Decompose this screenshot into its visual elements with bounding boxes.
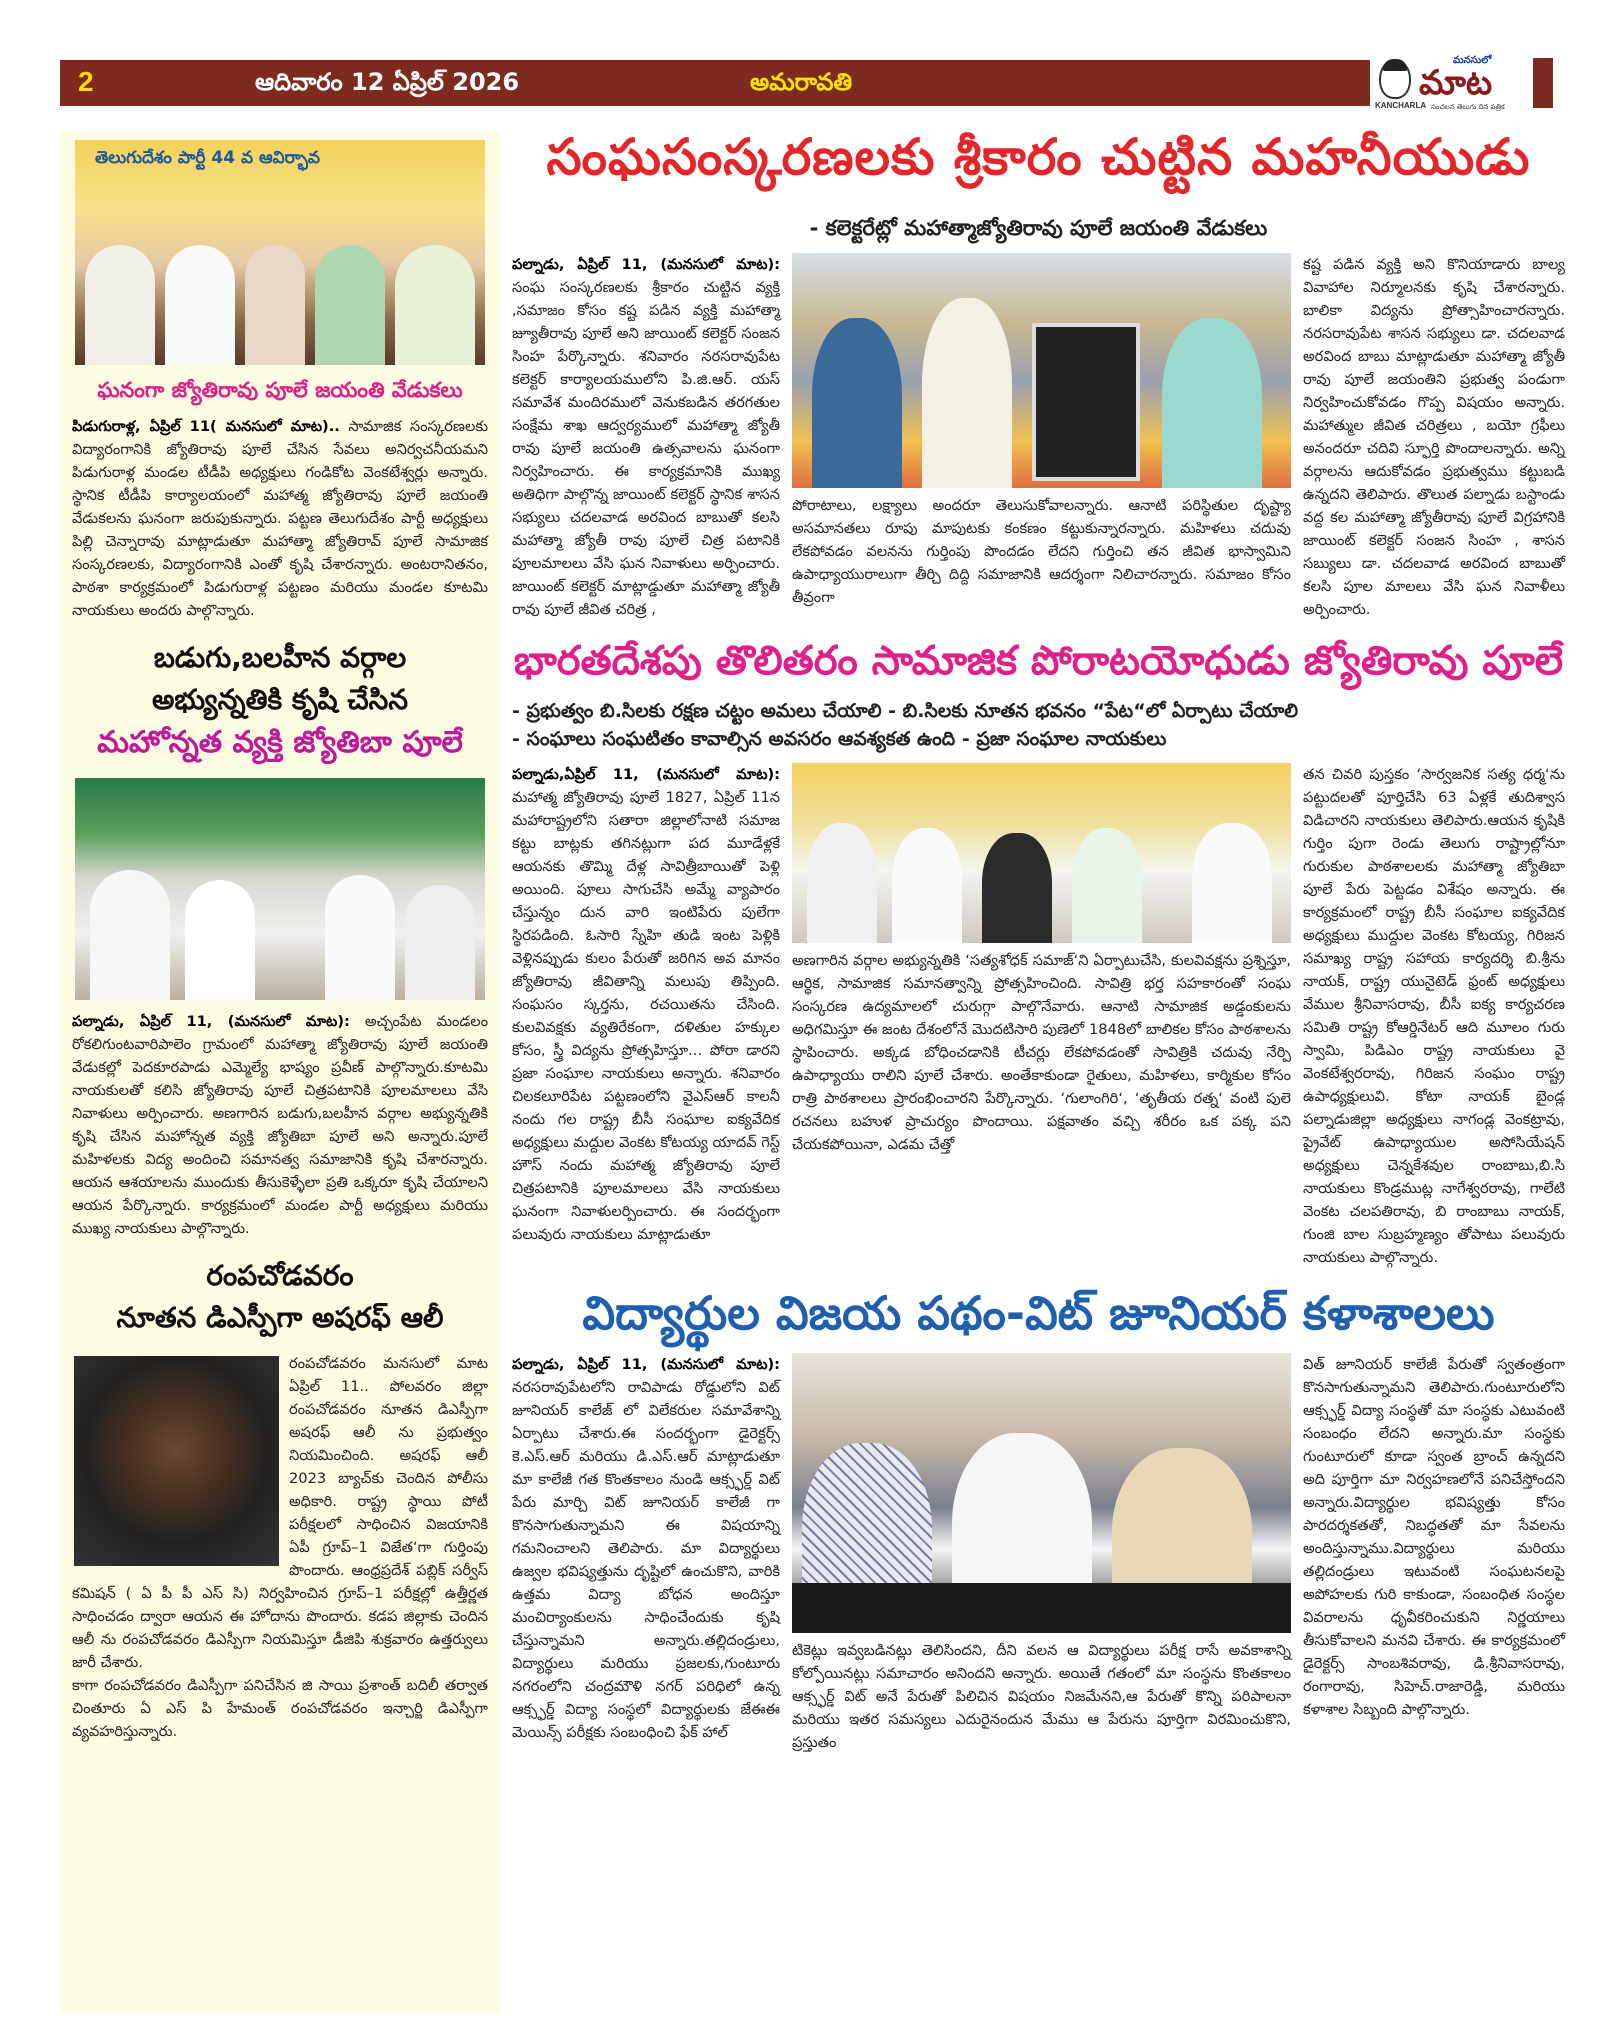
sidebar-headline-2c: మహోన్నత వ్యక్తి జ్యోతిబా పూలే: [97, 725, 463, 760]
article-1-col-3: కష్ట పడిన వ్యక్తి అని కొనియాడారు బాల్య వివాహాల నిర్మూలనకు కృషి చేశారన్నారు. బాలికా విద్యను ప్రోత్సాహించారన్నారు. నరసరావుపేట శాసన సభ్యులు డా. చదలవాడ అరవింద బాబు మాట్లాడుతూ మహాత్మా జ్యోతీ రావు పూలే జయంతిని ప్రభుత్వ పండుగా నిర్వహించుకోవడం గొప్ప విషయం అన్నారు. మహాత్ముల జీవిత చరిత్రలు , బయో గ్రఫీలు అనందరూ చదివి స్ఫూర్తి పొందాలన్నారు. అన్ని వర్గాలను ఆదుకోవడం ప్రభుత్వము కట్టుబడి ఉన్నదని తెలిపారు. తొలుత పల్నాడు బస్టాండు వద్ద కల మహాత్మా జ్యోతీరావు పూలే విగ్రహానికి జాయింట్ కలెక్టర్ సంజన సింహ , శాసన సబ్యులు డా. చదలవాడ అరవింద బాబుతో కలసి పూల మాలలు వేసి ఘన నివాళీలు అర్పించారు.: [1303, 256, 1565, 618]
article-2-subhead-1: - ప్రభుత్వం బి.సిలకు రక్షణ చట్టం అమలు చేయాలి - బి.సిలకు నూతన భవనం “పేట“లో ఏర్పాటు చేయాలి: [512, 700, 1299, 722]
article-3: [512, 1353, 1565, 1754]
article-2-headline: భారతదేశపు తొలితరం సామాజిక పోరాటయోధుడు జ్యోతిరావు పూలే: [513, 638, 1564, 684]
article-1: [512, 253, 1565, 621]
sidebar-column: [60, 132, 500, 2012]
photo-figure: [315, 245, 385, 365]
photo-figure: [405, 885, 475, 1000]
photo-chilakaluripet-event: [792, 763, 1291, 943]
logo-tagline: సంచలన తెలుగు దిన పత్రిక: [1431, 103, 1505, 111]
photo-figure: [1072, 828, 1142, 943]
photo-figure: [90, 870, 170, 1000]
body-text: సామాజిక సంస్కరణలకు విద్యారంగానికి జ్యోతిరావు పూలే చేసిన సేవలు అనిర్వచనీయమని పిడుగురాళ్ల మండల టీడీపి అధ్యక్షులు గండికోట వెంకటేశ్వర్లు అన్నారు. స్థానిక టీడీపి కార్యాలయంలో మహాత్మ జ్యోతిరావు పూలే జయంతి వేడుకలను ఘనంగా జరుపుకున్నారు. పట్టణ తెలుగుదేశం పార్టీ అధ్యక్షులు పిల్లి చెన్నారావు మాట్లాడుతూ మహాత్మా జ్యోతిరావ్ పూలే సామాజిక సంస్కరణలకు, విద్యారంగానికి ఎంతో కృషి చేశారన్నారు. అంటరానితనం, పాఠశా కార్యక్రమంలో పిడుగురాళ్ల పట్టణం మరియు మండల కూటమి నాయకులు అందరు పాల్గొన్నారు.: [72, 418, 488, 619]
photo-figure: [922, 298, 1012, 488]
article-2-col-2: అణగారిన వర్గాల అభ్యున్నతికి ‘సత్యశోధక్ సమాజ్‘ని ఏర్పాటుచేసి, కులవివక్షను ప్రశ్నిస్తూ, ఆర్థిక, సామాజిక సమానత్వాన్ని ప్రోత్సహించింది. సావిత్రి భర్త సహకారంతో సంఘ సంస్కరణ ఉద్యమాలలో చురుగ్గా పాల్గొనేవారు. ఆనాటి సామాజిక అడ్డంకులను అధిగమిస్తూ ఈ జంట దేశంలోనే మొదటిసారి పుణెలో 1848లో బాలికల కోసం పాఠశాలను స్థాపించారు. అక్కడ బోధించడానికి టీచర్లు లేకపోవడంతో సావిత్రికి చదువు నేర్పి ఉపాధ్యాయు రాలిని పూలే చేశారు. అంతేకాకుండా రైతులు, మహిళలు, కార్మికుల కోసం రాత్రి పాఠశాలలు ప్రారంభించారని పేర్కొన్నారు. ‘గులాంగిరి‘, ‘తృతీయ రత్న‘ వంటి పులె రచనలు బహుళ ప్రాచుర్యం పొందాయి. పక్షవాతం వచ్చి శరీరం ఒక పక్క పని చేయకపోయినా, ఎడమ చేత్తో: [792, 952, 1291, 1153]
photo-figure: [85, 245, 155, 365]
sidebar-story-2-body: [72, 1010, 488, 1240]
photo-tdp-celebration: [75, 140, 485, 365]
dateline: పల్నాడు, ఏప్రిల్ 11, (మనసులో మాట):: [72, 1013, 350, 1030]
photo-portrait-frame: [1032, 323, 1140, 481]
edition-name: అమరావతి: [750, 68, 853, 96]
sidebar-headline-1: ఘనంగా జ్యోతిరావు పూలే జయంతి వేడుకలు: [97, 378, 463, 402]
article-2-subhead-2: - సంఘాలు సంఘటితం కావాల్సిన అవసరం ఆవశ్యకత ఉంది - ప్రజా సంఘాల నాయకులు: [512, 728, 1167, 750]
photo-dsp-portrait: [74, 1356, 279, 1566]
photo-press-meet: [792, 1353, 1291, 1633]
article-2: [512, 763, 1565, 1269]
dateline: పల్నాడు, ఏప్రిల్ 11, (మనసులో మాట):: [512, 256, 780, 273]
photo-figure: [812, 318, 902, 488]
page-number: 2: [78, 66, 94, 97]
body-text: సంఘ సంస్కరణలకు శ్రీకారం చుట్టిన వ్యక్తి ,సమాజం కోసం కష్ట పడిన వ్యక్తి మహాత్మా జ్యూతీరావు పూలే అని జాయింట్ కలెక్టర్ సంజన సింహ పేర్కొన్నారు. శనివారం నరసరావుపేట కలెక్టర్ కార్యాలయములోని పి.జి.ఆర్. యస్ సమావేశ మందిరములో వెనుకబడిన తరగతుల సంక్షేమ శాఖ ఆద్వర్యములో మహాత్మా జ్యోతీ రావు పూలే జయంతి ఉత్సవాలను ఘనంగా నిర్వహించారు. ఈ కార్యక్రమానికి ముఖ్య అతిధిగా పాల్గొన్న జాయింట్ కలెక్టర్ స్థానిక శాసన సభ్యులు చదలవాడ అరవింద బాబుతో కలసి మహాత్మా జ్యోతీ రావు పూలే చిత్ర పటానికి పూలమాలలు వేసి ఘన నివాళులు అర్పించారు. జాయింట్ కలెక్టర్ మాట్లాడ్డుతూ మహాత్మా జ్యోతీ రావు పూలే జీవిత చరిత్ర ,: [512, 279, 780, 618]
logo-name-big: మాట: [1419, 63, 1493, 103]
photo-microphones: [792, 1583, 1291, 1633]
masthead-bar: [60, 60, 1370, 106]
sidebar-story-1-body: [72, 415, 488, 622]
article-2-col-1: [512, 763, 780, 1246]
photo-figure: [1192, 823, 1272, 943]
body-text: మహాత్మ జ్యోతిరావు పూలే 1827, ఏప్రిల్ 11న మహారాష్ట్రలోని సతారా జిల్లాలోనాటి సమాజ కట్టు బాట్లకు తగినట్లుగా పద మూడేళ్లకే ఆయనకు తొమ్మి దేళ్ల సావిత్రీబాయితో పెళ్లి అయింది. పూలు సాగుచేసి అమ్మే వ్యాపారం చేస్తున్నం దున వారి ఇంటిపేరు పులేగా స్థిరపడింది. ఓసారి స్నేహి తుడి ఇంట పెళ్లికి వెళ్లినప్పుడు కులం పేరుతో జరిగిన అవ మానం జ్యోతిరావు జీవితాన్ని మలుపు తిప్పింది. సంఘసం స్కర్తను, రచయితను చేసింది. కులవివక్షకు వ్యతిరేకంగా, దళితుల హక్కుల కోసం, స్త్రీ విద్యను ప్రోత్సహిస్తూ... పోరా డారని ప్రజా సంఘాల నాయకులు అన్నారు. శనివారం చిలకలూరిపేట పట్టణంలోని వైఎస్ఆర్ కాలనీ నందు గల రాష్ట్ర బీసీ సంఘాల ఐక్యవేదిక అధ్యక్షులు మద్దుల వెంకట కోటయ్య యాదవ్ గెస్ట్ హౌస్ నందు మహాత్మ జ్యోతిరావు పూలే చిత్రపటానికి పూలమాలలు వేసి నాయకులు ఘనంగా నివాళులర్పించారు. ఈ సందర్భంగా పలువురు నాయకులు మాట్లాడుతూ: [512, 789, 780, 1243]
sidebar-headline-3-group: [72, 1256, 488, 1338]
article-3-col-3: విత్ జూనియర్ కాలేజీ పేరుతో స్వతంత్రంగా కొనసాగుతున్నామని తెలిపారు.గుంటూరులోని ఆక్స్ఫర్డ్ విద్యా సంస్థతో మా సంస్థకు ఎటువంటి సంబంధం లేదని అన్నారు.మా సంస్థకు గుంటూరులో కూడా స్వంత బ్రాంచ్ ఉన్నదని అది పూర్తిగా మా నిర్వహణలోనే పనిచేస్తోందని అన్నారు.విద్యార్థుల భవిష్యత్తు కోసం పారదర్శకతతో, నిబద్ధతతో మా సేవలను అందిస్తున్నాము.విద్యార్థులు మరియు తల్లిదండ్రులు ఇటువంటి సంఘటనలపై అపోహలకు గురి కాకుండా, సంబంధిత సంస్థల వివరాలను ధృవీకరించుకుని నిర్ణయాలు తీసుకోవాలని మనవి చేశారు. ఈ కార్యక్రమంలో డైరెక్టర్స్ సాంబశివరావు, డి.శ్రీనివాసరావు, రంగారావు, సిహెచ్.రాజారెడ్డి, మరియు కళాశాల సిబ్బంది పాల్గొన్నారు.: [1303, 1356, 1565, 1718]
sidebar-headline-2-group: [72, 638, 488, 764]
logo-owner: KANCHARLA: [1375, 101, 1427, 110]
photo-figure: [892, 828, 962, 943]
dateline: పిడుగురాళ్ల, ఏప్రిల్ 11( మనసులో మాట)..: [72, 418, 340, 435]
photo-figure: [1162, 318, 1262, 488]
body-text: నరసరావుపేటలోని రావిపాడు రోడ్డులోని విట్ జూనియర్ కాలేజ్ లో విలేకరుల సమావేశాన్ని ఏర్పాటు చేశారు.ఈ సందర్భంగా డైరెక్టర్స్ కె.ఎస్.ఆర్ మరియు డి.ఎస్.ఆర్ మాట్లాడుతూ మా కాలేజీ గత కొంతకాలం నుండి ఆక్స్ఫర్డ్ విట్ పేరు మార్చి విట్ జూనియర్ కాలేజీ గా కొనసాగుతున్నామని ఈ విషయాన్ని గమనించాలని తెలిపారు. మా విద్యార్థులు ఉజ్వల భవిష్యత్తును దృష్టిలో ఉంచుకొని, వారికి ఉత్తమ విద్యా బోధన అందిస్తూ మంచిర్యాంకులను సాధించేందుకు కృషి చేస్తున్నామని అన్నారు.తల్లిదండ్రులు, విద్యార్థులు మరియు ప్రజలకు,గుంటూరు నగరంలోని చంద్రమౌళి నగర్ పరిధిలో ఉన్న ఆక్స్ఫర్డ్ విద్యా సంస్థలో విద్యార్థులకు జేఈఈ మెయిన్స్ పరీక్షకు సంబంధించి ఫేక్ హాల్: [512, 1379, 780, 1741]
photo-collectorate-event: [792, 253, 1291, 488]
photo-figure: [395, 245, 475, 365]
photo-banner-text: తెలుగుదేశం పార్టీ 44 వ ఆవిర్భావ: [95, 148, 321, 168]
sidebar-headline-3b: నూతన డిఎస్పీగా అషరఫ్ ఆలీ: [116, 1301, 444, 1334]
photo-figure: [325, 875, 395, 1000]
photo-figure: [245, 245, 305, 365]
article-3-col-2: టికెట్లు ఇవ్వబడినట్లు తెలిసిందని, దీని వలన ఆ విద్యార్థులు పరీక్ష రాసే అవకాశాన్ని కోల్పోయినట్లు సమాచారం అనిందని అన్నారు. అయితే గతంలో మా సంస్థను కొంతకాలం ఆక్స్ఫర్డ్ విట్ అనే పేరుతో పిలిచిన విషయం నిజమేనని,ఆ పేరుతో కొన్ని పరిపాలనా మరియు ఇతర సమస్యలు ఎదురైనందున మేము ఆ పేరును పూర్తిగా విరమించుకొని, ప్రస్తుతం: [792, 1642, 1291, 1751]
body-text: అచ్చంపేట మండలం రోకలిగుంటవారిపాలెం గ్రామంలో మహాత్మా జ్యోతిరావు పూలే జయంతి వేడుకల్లో పెదకూరపాడు ఎమ్మెల్యే భాష్యం ప్రవీణ్ పాల్గొన్నారు.కూటమి నాయకులతో కలిసి జ్యోతిరావు పూలే చిత్రపటానికి పూలమాలలు వేసి నివాళులు అర్పించారు. అణగారిన బడుగు,బలహీన వర్గాల అభ్యున్నతికి కృషి చేసిన మహోన్నత వ్యక్తి జ్యోతిబా పూలే అని అన్నారు.పూలే మహిళలకు విద్య అందించి సమానత్వ సమాజానికి కృషి చేశారన్నారు. ఆయన ఆశయాలను ముందుకు తీసుకెళ్ళేలా ప్రతి ఒక్కరూ కృషి చేయాలని ఆయన పేర్కొన్నారు. కార్యక్రమంలో మండల పార్టీ అధ్యక్షులు మరియు ముఖ్య నాయకులు పాల్గొన్నారు.: [72, 1013, 488, 1237]
newspaper-logo: [1375, 55, 1525, 115]
logo-name-small: మనసులో: [1453, 55, 1492, 66]
body-text: కాగా రంపచోడవరం డిఎస్పీగా పనిచేసిన జి సాయి ప్రశాంత్ బదిలీ తర్వాత చింతూరు ఏ ఎస్ పి హేమంత్ రంపచోడవరం ఇన్చార్జి డిఎస్పీగా వ్యవహరిస్తున్నారు.: [72, 1677, 488, 1740]
body-text: రంపచోడవరం మనసులో మాట ఏప్రిల్ 11.. పోలవరం జిల్లా రంపచోడవరం నూతన డిఎస్పీగా అషరఫ్ ఆలీ ను ప్రభుత్వం నియమించింది. అషరఫ్ ఆలీ 2023 బ్యాచ్‌కు చెందిన పోలీసు అధికారి. రాష్ట్ర స్థాయి పోటీ పరీక్షలలో సాధించిన విజయానికి ఏపీ గ్రూప్–1 విజేత‘గా గుర్తింపు పొందారు. ఆంధ్రప్రదేశ్ పబ్లిక్ సర్వీస్ కమిషన్ ( ఏ పీ పీ ఎస్ సి) నిర్వహించిన గ్రూప్–1 పరీక్షల్లో ఉత్తీర్ణత సాధించడం ద్వారా ఆయన ఈ హోదాను పొందారు. కడప జిల్లాకు చెందిన ఆలీ ను రంపచోడవరం డిఎస్పీగా నియమిస్తూ డీజిపి శుక్రవారం ఉత్తర్వులు జారీ చేశారు.: [72, 1355, 488, 1671]
article-3-headline: విద్యార్థుల విజయ పథం-విట్ జూనియర్ కళాశాలలు: [582, 1286, 1495, 1340]
main-content: [512, 125, 1565, 1754]
photo-figure: [807, 823, 877, 943]
sidebar-headline-3a: రంపచోడవరం: [206, 1259, 354, 1292]
photo-figure: [185, 880, 255, 1000]
dateline: పల్నాడు, ఏప్రిల్ 11, (మనసులో మాట):: [512, 1356, 780, 1373]
sidebar-headline-2a: బడుగు,బలహీన వర్గాల: [153, 641, 407, 674]
photo-achampet-event: [75, 778, 485, 1000]
article-1-col-1: [512, 253, 780, 621]
issue-date: ఆదివారం 12 ఏప్రిల్ 2026: [255, 68, 520, 96]
article-3-col-1: [512, 1353, 780, 1744]
sidebar-headline-2b: అభ్యున్నతికి కృషి చేసిన: [152, 683, 408, 716]
article-1-headline: సంఘసంస్కరణలకు శ్రీకారం చుట్టిన మహనీయుడు: [546, 128, 1531, 186]
sidebar-story-3-body: [72, 1352, 488, 1743]
article-1-col-2: పోరాటాలు, లక్ష్యాలు అందరూ తెలుసుకోవాలన్నారు. ఆనాటి పరిస్థితుల దృష్ట్యా అసమానతలు రూపు మాపుటకు కంకణం కట్టుకున్నారన్నారు. మహిళలు చదువు లేకపోవడం వలనను గుర్తింపు పొందడం లేదని గుర్తించి తన జీవిత భాస్వామిని ఉపాధ్యాయురాలుగా తీర్చి దిద్ది సమాజానికి ఆదర్శంగా నిలిచారన్నారు. సమాజం కోసం తీవ్రంగా: [792, 497, 1291, 606]
article-1-subhead: - కలెక్టరేట్లో మహాత్మాజ్యోతిరావు పూలే జయంతి వేడుకలు: [809, 216, 1268, 240]
photo-figure: [982, 833, 1052, 943]
article-2-col-3: తన చివరి పుస్తకం ‘సార్వజనిక సత్య ధర్మ‘ను పట్టుదలతో పూర్తిచేసి 63 ఏళ్లకే తుదిశ్వాస విడిచారని నాయకులు తెలిపారు.ఆయన కృషికి గుర్తిం పుగా రెండు తెలుగు రాష్ట్రాల్లోనూ గురుకుల పాఠశాలలకు మహాత్మా జ్యోతిబా పూలే పేరు పెట్టడం విశేషం అన్నారు. ఈ కార్యక్రమంలో రాష్ట్ర బీసీ సంఘాల ఐక్యవేదిక అధ్యక్షులు ముద్దుల వెంకట కోటయ్య, గిరిజన సమాఖ్య రాష్ట్ర సహాయ కార్యదర్శి బి.శ్రీను నాయక్, రాష్ట్ర యునైటెడ్ ఫ్రంట్ అధ్యక్షులు వేముల శ్రీనివాసరావు, బీసీ ఐక్య కార్యచరణ సమితి రాష్ట్ర కోఆర్డినేటర్ ఆది మూలం గురు స్వామి, పిడిఎం రాష్ట్ర నాయకులు వై వెంకటేశ్వరరావు, గిరిజన సంఘం రాష్ట్ర ఉపాధ్యక్షులువి. కోటా నాయక్ బైండ్ల పల్నాడుజిల్లా అధ్యక్షులు నాగండ్ల వెంకట్రావు, ప్రైవేట్ ఉపాధ్యాయుల అసోసియేషన్ అధ్యక్షులు చెన్నకేశవుల రాంబాబు,బి.సి నాయకులు కొండ్రముట్ల నాగేశ్వరరావు, గాలేటి వెంకట చలపతిరావు, బి రాంబాబు నాయక్, గుంజి బాల సుబ్రహ్మణ్యం తోపాటు పలువురు నాయకులు పాల్గొన్నారు.: [1303, 766, 1565, 1266]
masthead-accent: [1533, 58, 1553, 108]
founder-portrait-icon: [1379, 59, 1411, 99]
dateline: పల్నాడు,ఏప్రిల్ 11, (మనసులో మాట):: [512, 766, 780, 783]
photo-figure: [165, 245, 235, 365]
